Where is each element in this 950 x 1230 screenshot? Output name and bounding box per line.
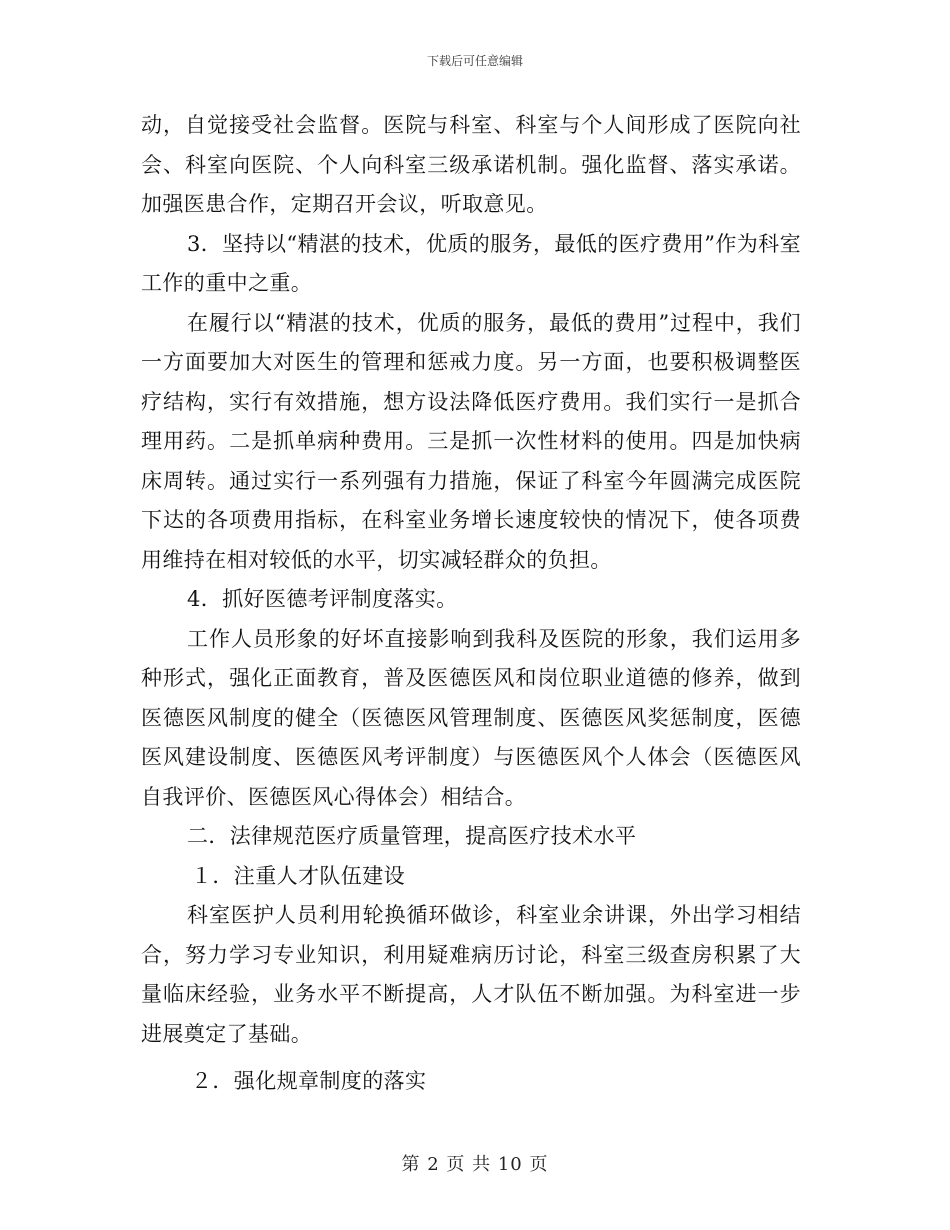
paragraph-talent: 科室医护人员利用轮换循环做诊，科室业余讲课，外出学习相结合，努力学习专业知识，利用疑难病历讨论，科室三级查房积累了大量临床经验，业务水平不断提高，人才队伍不断加强。为科室进一步进展奠定了基础。 — [141, 903, 801, 1046]
paragraph-continuation: 动，自觉接受社会监督。医院与科室、科室与个人间形成了医院向社会、科室向医院、个人向科室三级承诺机制。强化监督、落实承诺。加强医患合作，定期召开会议，听取意见。 — [141, 113, 801, 216]
paragraph-heading-3: 3．坚持以“精湛的技术，优质的服务，最低的医疗费用”作为科室工作的重中之重。 — [141, 231, 801, 295]
paragraph-ethics: 工作人员形象的好坏直接影响到我科及医院的形象，我们运用多种形式，强化正面教育，普及医德医风和岗位职业道德的修养，做到医德医风制度的健全（医德医风管理制度、医德医风奖惩制度，医德医风建设制度、医德医风考评制度）与医德医风个人体会（医德医风自我评价、医德医风心得体会）相结合。 — [141, 626, 801, 809]
paragraph-cost-measures: 在履行以“精湛的技术，优质的服务，最低的费用”过程中，我们一方面要加大对医生的管理和惩戒力度。另一方面，也要积极调整医疗结构，实行有效措施，想方设法降低医疗费用。我们实行一是抓合理用药。二是抓单病种费用。三是抓一次性材料的使用。四是加快病床周转。通过实行一系列强有力措施，保证了科室今年圆满完成医院下达的各项费用指标，在科室业务增长速度较快的情况下，使各项费用维持在相对较低的水平，切实减轻群众的负担。 — [141, 310, 801, 572]
subheading-1: １．注重人才队伍建设 — [191, 863, 405, 888]
subheading-2: ２．强化规章制度的落实 — [191, 1069, 427, 1093]
paragraph-heading-4: 4．抓好医德考评制度落实。 — [187, 587, 458, 611]
page-header: 下载后可任意编辑 — [426, 54, 523, 68]
page-footer: 第 2 页 共 10 页 — [401, 1154, 549, 1175]
document-body — [141, 106, 801, 1102]
section-heading-2: 二．法律规范医疗质量管理，提高医疗技术水平 — [187, 824, 637, 848]
